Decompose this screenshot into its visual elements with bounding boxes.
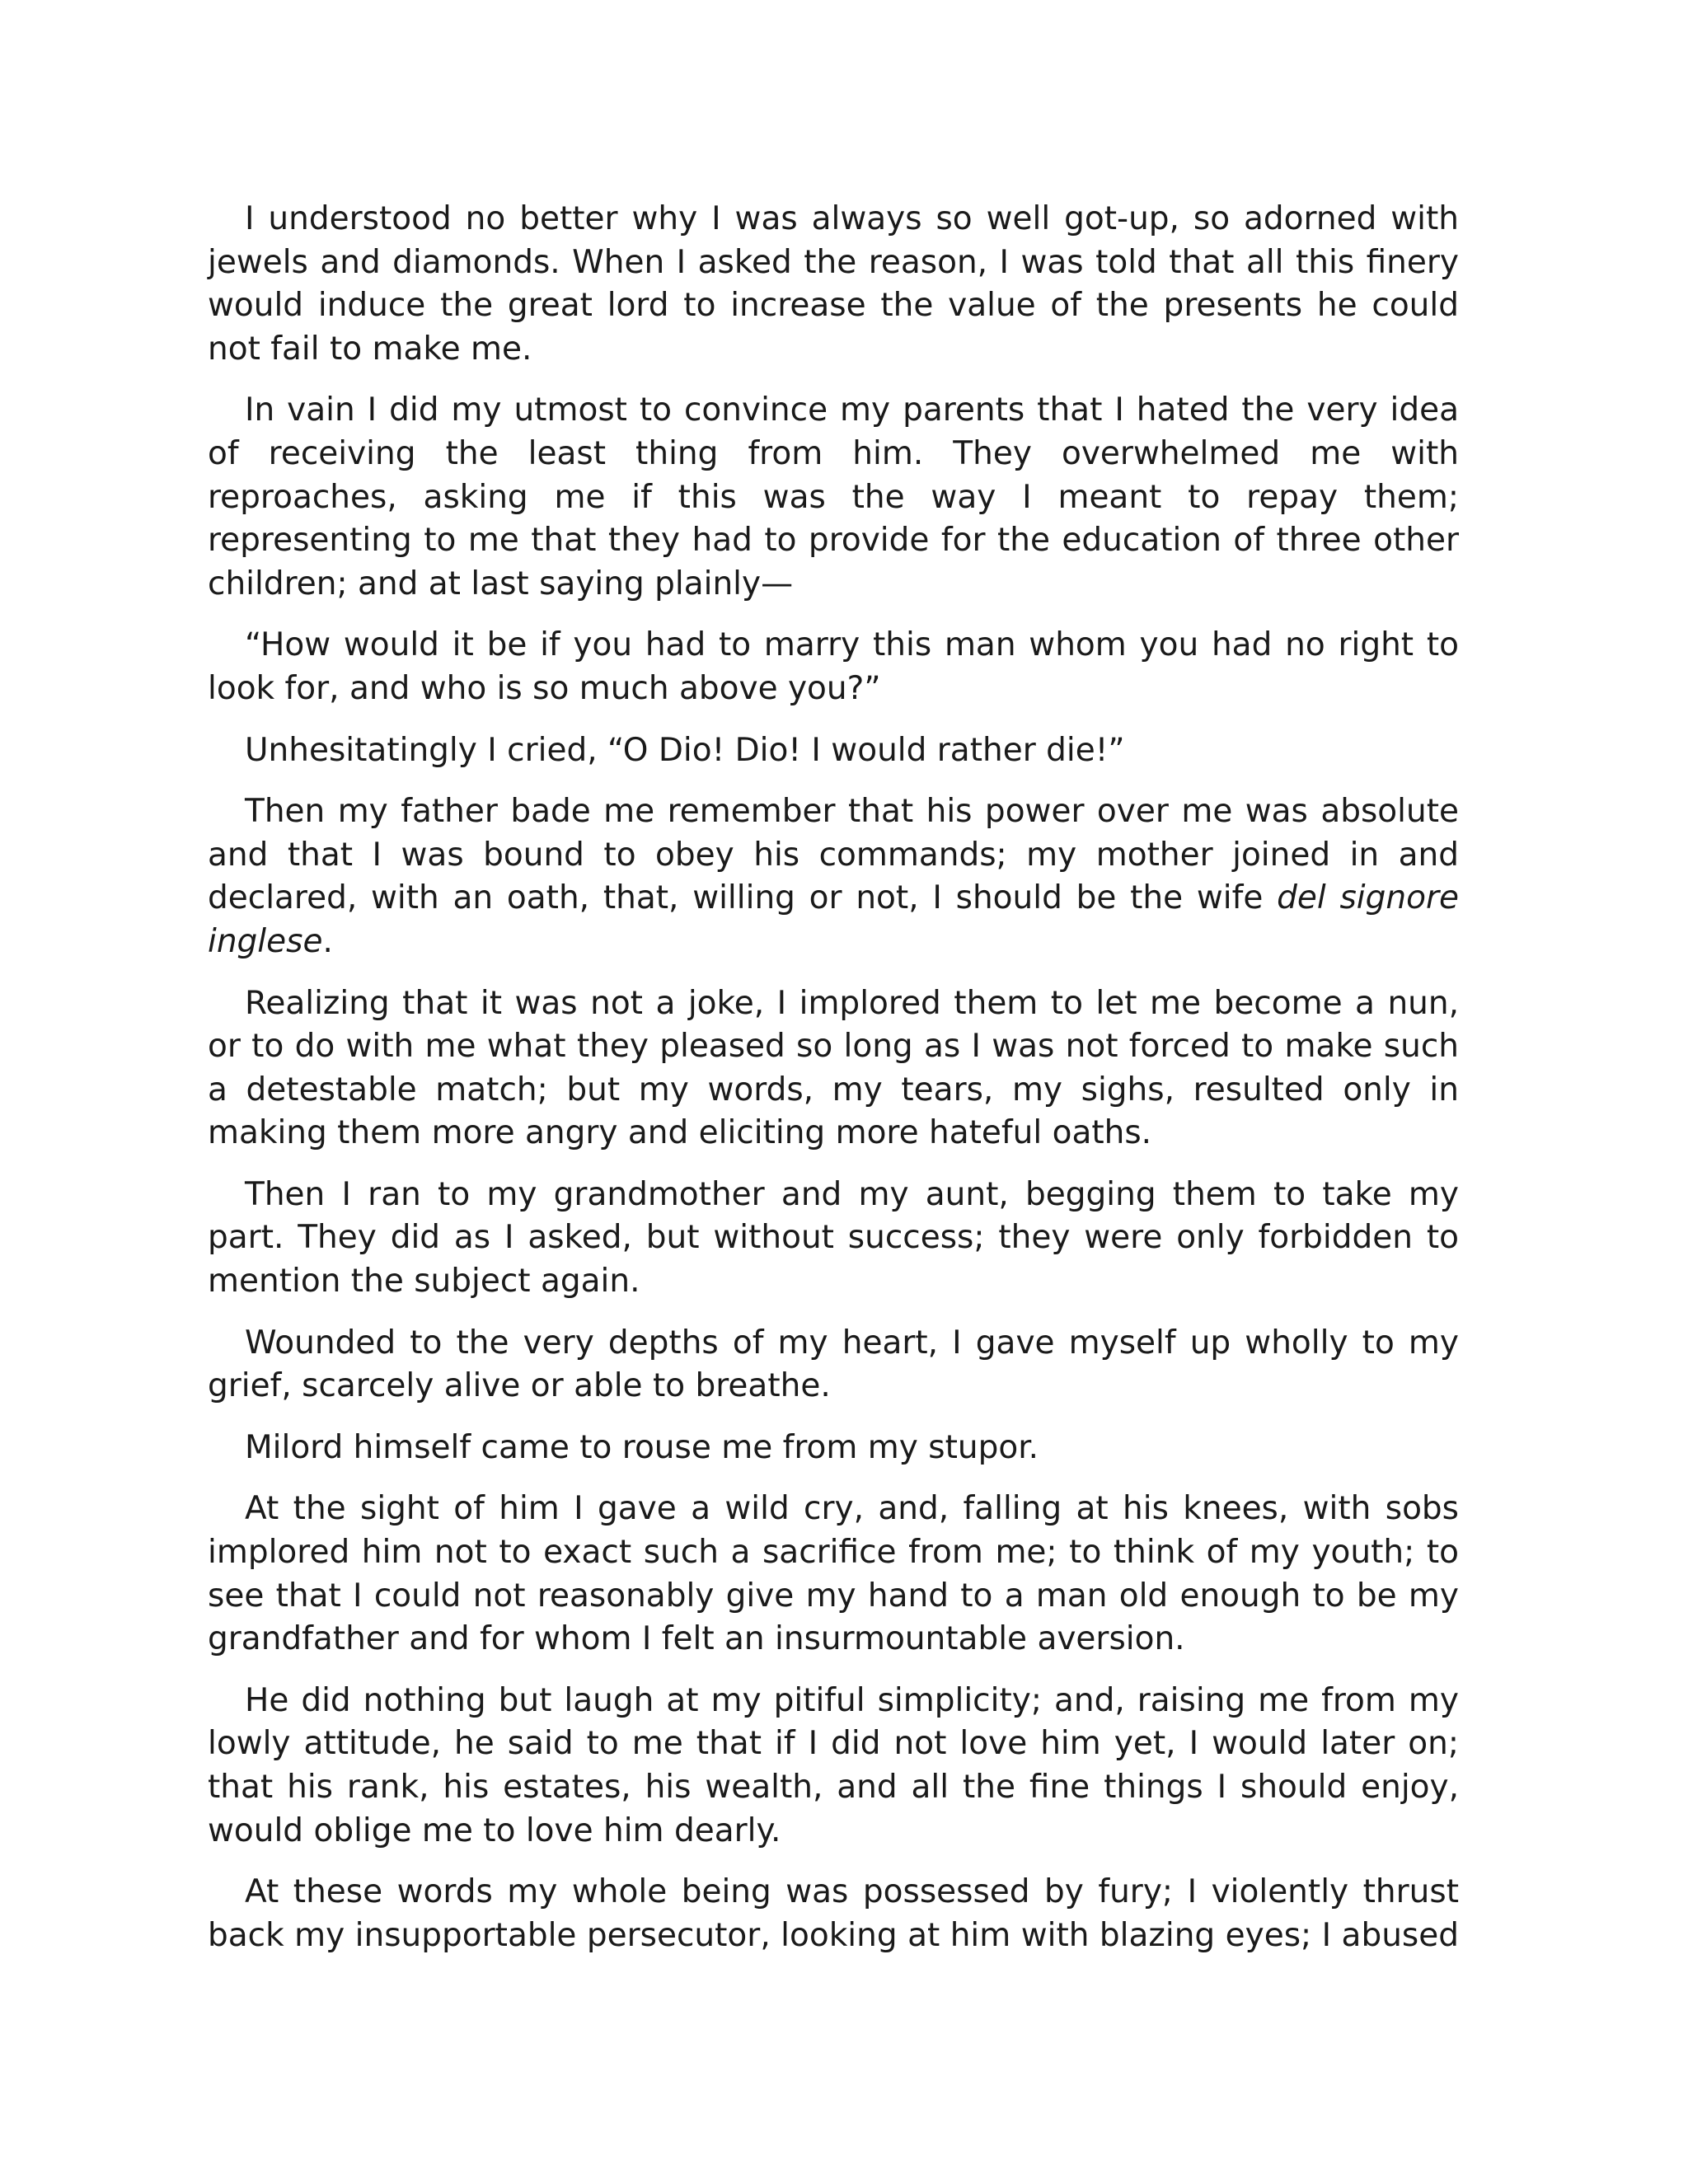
paragraph: At these words my whole being was possessed by fury; I violently thrust back my insupportable persecutor, looking at him with blazing eyes; I abused bbox=[208, 1873, 1459, 1954]
paragraph bbox=[208, 790, 1459, 963]
paragraph: He did nothing but laugh at my pitiful simplicity; and, raising me from my lowly attitude, he said to me that if I did not love him yet, I would later on; that his rank, his estates, his wealth, and all the fine things I should enjoy, would oblige me to love him dearly. bbox=[208, 1681, 1459, 1849]
paragraph: “How would it be if you had to marry this man whom you had no right to look for, and who is so much above you?” bbox=[208, 626, 1459, 707]
paragraph: Milord himself came to rouse me from my stupor. bbox=[245, 1428, 1039, 1466]
paragraph: In vain I did my utmost to convince my parents that I hated the very idea of receiving the least thing from him. They overwhelmed me with reproaches, asking me if this was the way I meant to repay them; representing to me that they had to provide for the education of three other children; and at last saying plainly— bbox=[208, 391, 1459, 602]
italic-phrase: del signore inglese bbox=[208, 879, 1460, 960]
paragraph: Unhesitatingly I cried, “O Dio! Dio! I would rather die!” bbox=[245, 731, 1125, 769]
paragraph: At the sight of him I gave a wild cry, and, falling at his knees, with sobs implored him not to exact such a sacrifice from me; to think of my youth; to see that I could not reasonably give my hand to a man old enough to be my grandfather and for whom I felt an insurmountable aversion. bbox=[208, 1490, 1459, 1658]
page-body bbox=[208, 198, 1459, 1975]
paragraph: Then I ran to my grandmother and my aunt, begging them to take my part. They did as I asked, but without success; they were only forbidden to mention the subject again. bbox=[208, 1175, 1459, 1301]
paragraph: Realizing that it was not a joke, I implored them to let me become a nun, or to do with me what they pleased so long as I was not forced to make such a detestable match; but my words, my tears, my sighs, resulted only in making them more angry and eliciting more hateful oaths. bbox=[208, 984, 1459, 1152]
paragraph-text: . bbox=[322, 922, 333, 960]
paragraph: I understood no better why I was always so well got-up, so adorned with jewels and diamonds. When I asked the reason, I was told that all this finery would induce the great lord to increase the value of the presents he could not fail to make me. bbox=[208, 200, 1459, 368]
paragraph: Wounded to the very depths of my heart, I gave myself up wholly to my grief, scarcely alive or able to breathe. bbox=[208, 1324, 1459, 1405]
paragraph-text: Then my father bade me remember that his power over me was absolute and that I was bound to obey his commands; my mother joined in and declared, with an oath, that, willing or not, I should be the wife bbox=[208, 793, 1459, 917]
